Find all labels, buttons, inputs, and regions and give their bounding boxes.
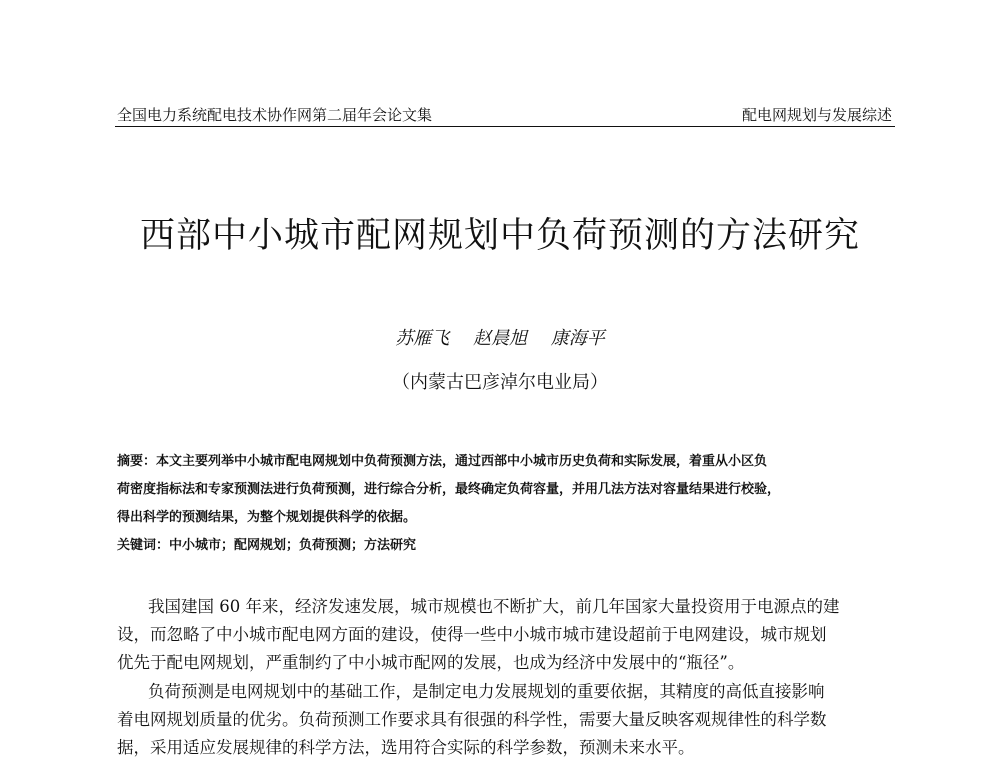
abstract-line: 摘要：本文主要列举中小城市配电网规划中负荷预测方法，通过西部中小城市历史负荷和实际发展，着重从小区负 [117, 454, 768, 469]
body-line: 设，而忽略了中小城市配电网方面的建设，使得一些中小城市城市建设超前于电网建设，城市规划 [117, 625, 827, 644]
body-line: 负荷预测是电网规划中的基础工作，是制定电力发展规划的重要依据，其精度的高低直接影响 [148, 682, 825, 701]
body-line: 优先于配电网规划，严重制约了中小城市配网的发展，也成为经济中发展中的“瓶径”。 [117, 653, 745, 672]
header-rule [115, 126, 895, 127]
running-header-right: 配电网规划与发展综述 [741, 106, 892, 124]
affiliation: （内蒙古巴彦淖尔电业局） [392, 372, 608, 393]
keywords: 关键词：中小城市；配网规划；负荷预测；方法研究 [117, 538, 417, 553]
body-line: 着电网规划质量的优劣。负荷预测工作要求具有很强的科学性，需要大量反映客观规律性的科学数 [117, 710, 827, 729]
body-line: 据，采用适应发展规律的科学方法，选用符合实际的科学参数，预测未来水平。 [117, 738, 695, 757]
authors: 苏雁飞 赵晨旭 康海平 [395, 328, 605, 349]
running-header-left: 全国电力系统配电技术协作网第二届年会论文集 [117, 106, 433, 124]
body-line: 我国建国 60 年来，经济发速发展，城市规模也不断扩大，前几年国家大量投资用于电源点的建 [148, 597, 840, 616]
abstract-line: 荷密度指标法和专家预测法进行负荷预测，进行综合分析，最终确定负荷容量，并用几法方法对容量结果进行校验， [117, 482, 781, 497]
paper-title: 西部中小城市配网规划中负荷预测的方法研究 [139, 216, 860, 256]
abstract-line: 得出科学的预测结果，为整个规划提供科学的依据。 [117, 510, 417, 525]
